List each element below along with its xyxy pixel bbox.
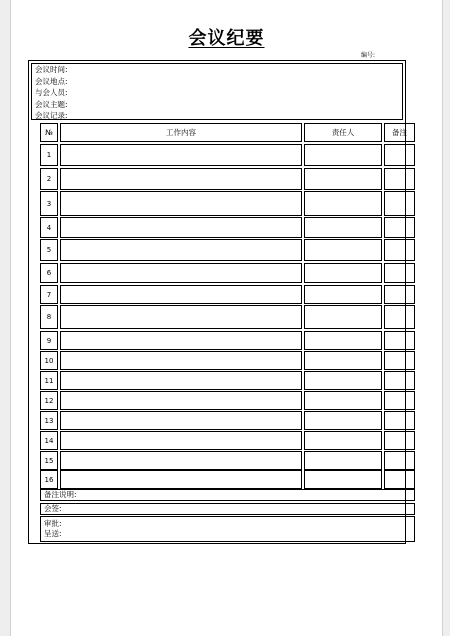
work-content-cell[interactable] [60,351,302,370]
owner-cell[interactable] [304,451,382,470]
page-title: 会议纪要 [188,28,265,49]
row-number-cell: 14 [40,431,58,450]
remark-cell[interactable] [384,391,415,410]
approval-label: 审批: [44,519,62,528]
meeting-topic-label: 会议主题: [35,99,68,109]
row-number-cell: 1 [40,144,58,166]
remark-cell[interactable] [384,305,415,329]
owner-cell[interactable] [304,411,382,430]
work-content-cell[interactable] [60,144,302,166]
remark-cell[interactable] [384,411,415,430]
row-number-cell: 4 [40,217,58,238]
remarks-label: 备注说明: [44,490,77,499]
row-number-cell: 10 [40,351,58,370]
work-content-cell[interactable] [60,168,302,190]
work-content-cell[interactable] [60,431,302,450]
approval-row [40,516,415,542]
meeting-time-label: 会议时间: [35,65,68,74]
work-content-cell[interactable] [60,305,302,329]
work-content-cell[interactable] [60,263,302,283]
remark-cell[interactable] [384,331,415,350]
work-content-cell[interactable] [60,391,302,410]
owner-header: 责任人 [304,123,382,142]
row-number-cell: 13 [40,411,58,430]
countersign-row [40,503,415,515]
row-number-cell: 6 [40,263,58,283]
remark-cell[interactable] [384,431,415,450]
countersign-label: 会签: [44,504,62,513]
work-content-header: 工作内容 [60,123,302,142]
owner-cell[interactable] [304,217,382,238]
owner-cell[interactable] [304,305,382,329]
work-content-cell[interactable] [60,371,302,390]
row-number-cell: 11 [40,371,58,390]
meeting-info-block [31,63,403,120]
document-number-label: 编号: [361,52,376,59]
owner-cell[interactable] [304,263,382,283]
row-number-cell: 3 [40,191,58,216]
owner-cell[interactable] [304,431,382,450]
remark-cell[interactable] [384,263,415,283]
remark-header: 备注 [384,123,415,142]
work-content-cell[interactable] [60,191,302,216]
owner-cell[interactable] [304,371,382,390]
work-content-cell[interactable] [60,470,302,489]
owner-cell[interactable] [304,391,382,410]
owner-cell[interactable] [304,144,382,166]
remark-cell[interactable] [384,285,415,304]
owner-cell[interactable] [304,191,382,216]
row-number-cell: 9 [40,331,58,350]
owner-cell[interactable] [304,331,382,350]
remark-cell[interactable] [384,168,415,190]
work-content-cell[interactable] [60,411,302,430]
row-number-cell: 16 [40,470,58,489]
work-content-cell[interactable] [60,285,302,304]
row-number-cell: 12 [40,391,58,410]
remark-cell[interactable] [384,351,415,370]
attendees-label: 与会人员: [35,88,68,97]
remark-cell[interactable] [384,144,415,166]
meeting-place-label: 会议地点: [35,76,68,86]
submit-to-label: 呈送: [44,529,62,538]
owner-cell[interactable] [304,168,382,190]
work-content-cell[interactable] [60,451,302,470]
row-number-cell: 2 [40,168,58,190]
remark-cell[interactable] [384,470,415,489]
work-content-cell[interactable] [60,331,302,350]
owner-cell[interactable] [304,239,382,261]
recorder-label: 会议记录: [35,111,68,120]
work-content-cell[interactable] [60,239,302,261]
no-header: № [40,123,58,142]
remark-cell[interactable] [384,191,415,216]
remark-cell[interactable] [384,451,415,470]
row-number-cell: 7 [40,285,58,304]
row-number-cell: 15 [40,451,58,470]
owner-cell[interactable] [304,470,382,489]
work-content-cell[interactable] [60,217,302,238]
row-number-cell: 8 [40,305,58,329]
remarks-row [40,489,415,501]
owner-cell[interactable] [304,285,382,304]
row-number-cell: 5 [40,239,58,261]
owner-cell[interactable] [304,351,382,370]
remark-cell[interactable] [384,371,415,390]
remark-cell[interactable] [384,239,415,261]
remark-cell[interactable] [384,217,415,238]
